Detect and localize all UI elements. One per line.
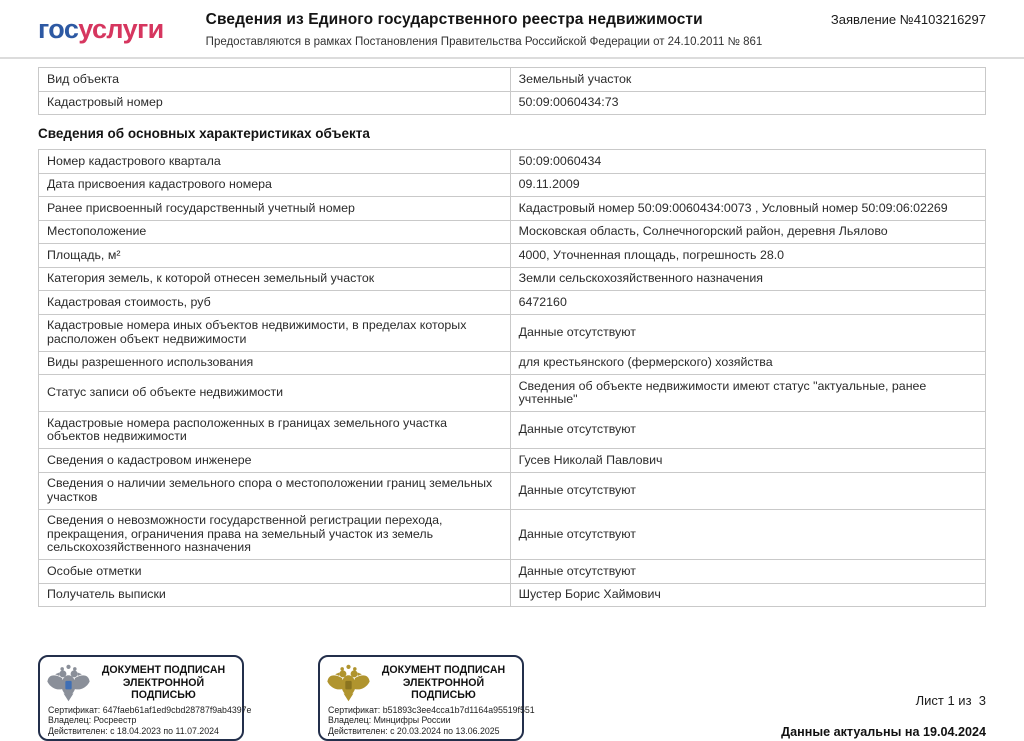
table-row (39, 173, 986, 197)
row-label: Виды разрешенного использования (39, 351, 511, 375)
row-label: Номер кадастрового квартала (39, 150, 511, 174)
header-divider (0, 57, 1024, 59)
row-label: Площадь, м² (39, 244, 511, 268)
row-value: Кадастровый номер 50:09:0060434:0073 , Условный номер 50:09:06:02269 (510, 197, 985, 221)
row-label: Получатель выписки (39, 583, 511, 607)
row-value: 50:09:0060434 (510, 150, 985, 174)
table-row (39, 91, 986, 115)
logo-part-red: услуги (78, 14, 164, 44)
stamp-details (46, 705, 252, 736)
title-block (206, 11, 763, 48)
bottom-row (38, 655, 986, 741)
stamp-validity: Действителен: с 18.04.2023 по 11.07.2024 (48, 725, 219, 736)
stamp-top (46, 662, 234, 704)
row-value: Земельный участок (510, 68, 985, 92)
table-row (39, 583, 986, 607)
sheet-number: Лист 1 из 3 (915, 693, 986, 708)
row-value: 50:09:0060434:73 (510, 91, 985, 115)
table-row (39, 509, 986, 560)
row-value: 4000, Уточненная площадь, погрешность 28.0 (510, 244, 985, 268)
row-value: Сведения об объекте недвижимости имеют статус "актуальные, ранее учтенные" (510, 375, 985, 412)
table-row (39, 314, 986, 351)
stamp-title: ДОКУМЕНТ ПОДПИСАН ЭЛЕКТРОННОЙ ПОДПИСЬЮ (101, 664, 226, 702)
footer-info (781, 655, 986, 741)
table-row (39, 197, 986, 221)
gosuslugi-logo (38, 14, 164, 44)
section-title: Сведения об основных характеристиках объекта (38, 126, 370, 141)
stamp-owner: Владелец: Росреестр (48, 715, 137, 726)
table-row (39, 449, 986, 473)
row-value: Земли сельскохозяйственного назначения (510, 267, 985, 291)
row-value: Гусев Николай Павлович (510, 449, 985, 473)
row-label: Особые отметки (39, 560, 511, 584)
russia-coat-of-arms-icon (326, 662, 371, 704)
application-number: Заявление №4103216297 (830, 12, 986, 27)
table-row (39, 244, 986, 268)
row-label: Сведения о невозможности государственной регистрации перехода, прекращения, ограничения права на земельный участок из земель сельскохозяйственного назначения (39, 509, 511, 560)
stamp-title: ДОКУМЕНТ ПОДПИСАН ЭЛЕКТРОННОЙ ПОДПИСЬЮ (381, 664, 506, 702)
document-title: Сведения из Единого государственного реестра недвижимости (205, 11, 703, 28)
row-label: Сведения о кадастровом инженере (39, 449, 511, 473)
row-value: 6472160 (510, 291, 985, 315)
row-label: Кадастровая стоимость, руб (39, 291, 511, 315)
row-label: Кадастровый номер (39, 91, 511, 115)
stamp-owner: Владелец: Минцифры России (328, 715, 451, 726)
stamp-details (326, 705, 535, 736)
row-value: Данные отсутствуют (510, 314, 985, 351)
row-value: Данные отсутствуют (510, 509, 985, 560)
row-value: 09.11.2009 (510, 173, 985, 197)
signature-stamp-mincifry (318, 655, 535, 741)
header (38, 0, 986, 48)
table-row (39, 267, 986, 291)
row-label: Категория земель, к которой отнесен земельный участок (39, 267, 511, 291)
object-details-table (38, 149, 986, 607)
table-row (39, 560, 986, 584)
object-summary-table (38, 67, 986, 115)
row-label: Сведения о наличии земельного спора о местоположении границ земельных участков (39, 472, 511, 509)
data-actual-date: Данные актуальны на 19.04.2024 (781, 725, 986, 739)
table-row (39, 68, 986, 92)
row-value: Данные отсутствуют (510, 412, 985, 449)
logo-part-blue: гос (38, 14, 79, 44)
table-row (39, 412, 986, 449)
table-row (39, 220, 986, 244)
stamp-validity: Действителен: с 20.03.2024 по 13.06.2025 (328, 725, 500, 736)
stamp-certificate: Сертификат: b51893c3ee4cca1b7d1164a95519f551 (328, 705, 535, 715)
row-label: Ранее присвоенный государственный учетный номер (39, 197, 511, 221)
document-subtitle: Предоставляются в рамках Постановления Правительства Российской Федерации от 24.10.2011 № 861 (205, 36, 763, 48)
row-label: Статус записи об объекте недвижимости (39, 375, 511, 412)
table-row (39, 375, 986, 412)
row-label: Кадастровые номера иных объектов недвижимости, в пределах которых расположен объект недвижимости (39, 314, 511, 351)
signature-stamp-rosreestr (38, 655, 252, 741)
table-row (39, 472, 986, 509)
row-label: Кадастровые номера расположенных в границах земельного участка объектов недвижимости (39, 412, 511, 449)
table-row (39, 291, 986, 315)
row-value: Московская область, Солнечногорский район, деревня Льялово (510, 220, 985, 244)
row-value: Данные отсутствуют (510, 472, 985, 509)
rosreestr-eagle-emblem-icon (46, 662, 91, 704)
row-value: Данные отсутствуют (510, 560, 985, 584)
table-row (39, 351, 986, 375)
table-row (39, 150, 986, 174)
row-value: для крестьянского (фермерского) хозяйства (510, 351, 985, 375)
row-label: Вид объекта (39, 68, 511, 92)
stamp-certificate: Сертификат: 647faeb61af1ed9cbd28787f9ab4397e (48, 705, 252, 715)
row-value: Шустер Борис Хаймович (510, 583, 985, 607)
stamp-top (326, 662, 514, 704)
row-label: Дата присвоения кадастрового номера (39, 173, 511, 197)
row-label: Местоположение (39, 220, 511, 244)
